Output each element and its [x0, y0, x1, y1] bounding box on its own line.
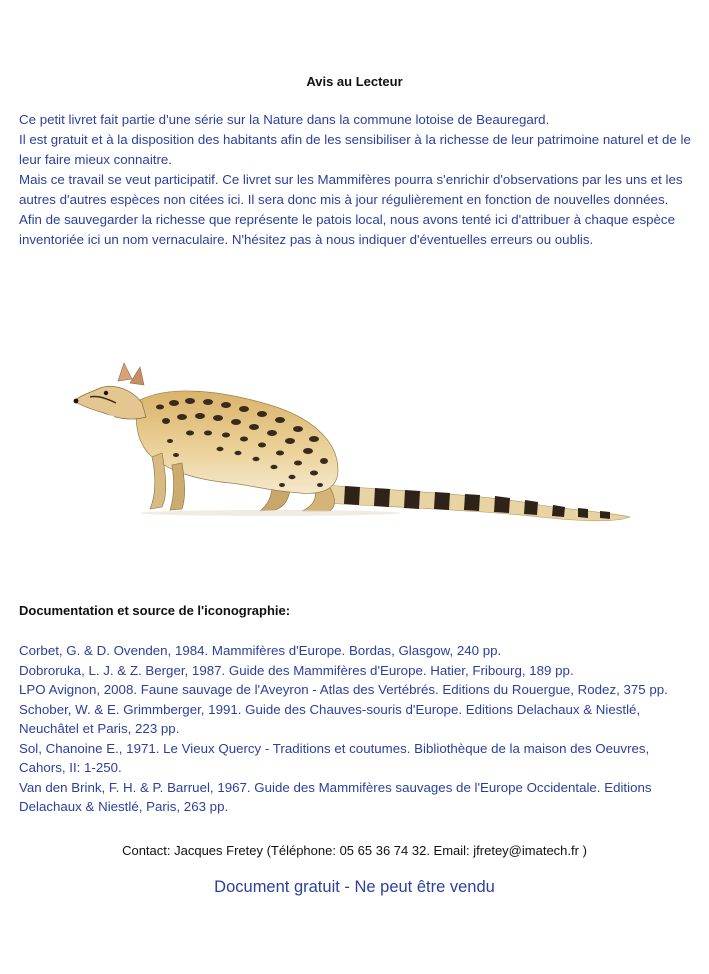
reference-item: LPO Avignon, 2008. Faune sauvage de l'Aveyron - Atlas des Vertébrés. Editions du Rouergue, Rodez, 375 pp.: [19, 682, 668, 697]
genet-tail: [325, 485, 630, 521]
reference-item: Sol, Chanoine E., 1971. Le Vieux Quercy - Traditions et coutumes. Bibliothèque de la maison des Oeuvres, Cahors, II: 1-250.: [19, 740, 650, 775]
genet-illustration: [70, 345, 640, 535]
genet-nose: [74, 399, 79, 404]
reference-item: Van den Brink, F. H. & P. Barruel, 1967. Guide des Mammifères sauvages de l'Europe Occidentale. Editions Delachaux & Niestlé, Paris, 263 pp.: [19, 779, 652, 814]
free-document-notice: Document gratuit - Ne peut être vendu: [214, 878, 495, 896]
genet-front-leg: [170, 463, 185, 510]
intro-paragraph: Ce petit livret fait partie d'une série sur la Nature dans la commune lotoise de Beauregard.: [19, 112, 550, 127]
intro-paragraph: Afin de sauvegarder la richesse que représente le patois local, nous avons tenté ici d'attribuer à chaque espèce inventoriée ici un nom vernaculaire. N'hésitez pas à nous indiquer d'éventuelles erreurs ou oublis.: [19, 212, 675, 247]
genet-head: [74, 386, 146, 419]
intro-paragraph: Il est gratuit et à la disposition des habitants afin de les sensibiliser à la richesse de leur patrimoine naturel et de le leur faire mieux connaitre.: [19, 132, 691, 167]
page-title: Avis au Lecteur: [306, 74, 403, 89]
genet-ear: [118, 363, 132, 381]
genet-front-leg: [150, 453, 166, 509]
genet-eye: [104, 391, 108, 395]
contact-line: Contact: Jacques Fretey (Téléphone: 05 65 36 74 32. Email: jfretey@imatech.fr ): [122, 843, 587, 858]
reference-item: Schober, W. & E. Grimmberger, 1991. Guide des Chauves-souris d'Europe. Editions Delachaux & Niestlé, Neuchâtel et Paris, 223 pp.: [19, 701, 641, 736]
genet-body: [136, 391, 338, 493]
intro-paragraph: Mais ce travail se veut participatif. Ce livret sur les Mammifères pourra s'enrichir d'observations par les uns et les autres d'autres espèces non citées ici. Il sera donc mis à jour régulièrement en fonction de nouvelles données.: [19, 172, 683, 207]
reference-item: Dobroruka, L. J. & Z. Berger, 1987. Guide des Mammifères d'Europe. Hatier, Fribourg, 189 pp.: [19, 662, 574, 678]
reference-item: Corbet, G. & D. Ovenden, 1984. Mammifères d'Europe. Bordas, Glasgow, 240 pp.: [19, 643, 502, 658]
reference-list: [19, 641, 699, 817]
documentation-heading: Documentation et source de l'iconographie:: [19, 603, 291, 618]
intro-text: [19, 110, 699, 250]
genet-ear: [130, 367, 144, 385]
